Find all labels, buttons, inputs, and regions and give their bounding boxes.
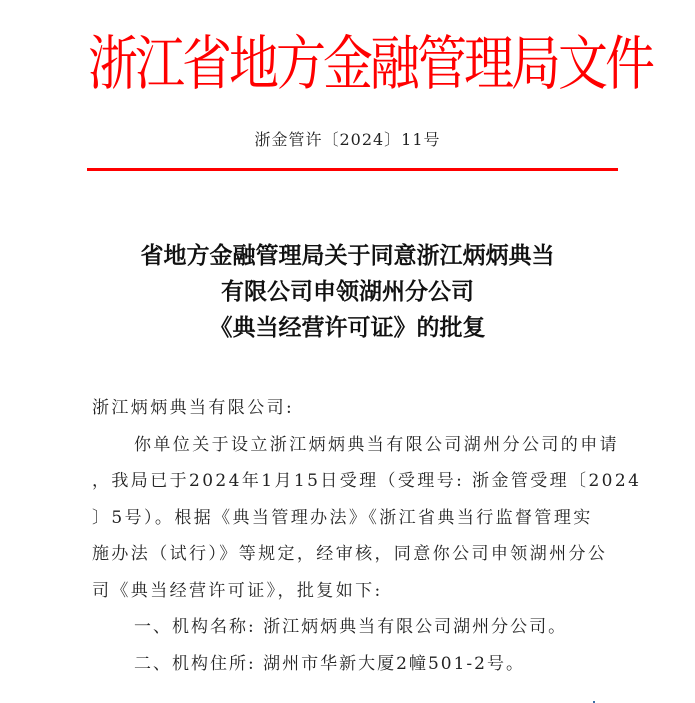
- title-line: 《典当经营许可证》的批复: [209, 314, 486, 341]
- list-item-institution-address: 二、机构住所: 湖州市华新大厦2幢501-2号。: [134, 653, 525, 674]
- paragraph-line: 司《典当经营许可证》，批复如下:: [92, 580, 383, 601]
- title-line: 省地方金融管理局关于同意浙江炳炳典当: [140, 242, 555, 269]
- paragraph-line: 施办法（试行）》等规定，经审核，同意你公司申领湖州分公: [92, 544, 608, 564]
- document-number: 浙金管许〔2024〕11号: [254, 130, 441, 149]
- paragraph-line: ，我局已于2024年1月15日受理（受理号: 浙金管受理〔2024: [92, 471, 642, 491]
- document-title: [0, 238, 695, 346]
- paragraph-line: 〕5号）。根据《典当管理办法》《浙江省典当行监督管理实: [92, 507, 593, 528]
- document-body: [92, 390, 642, 682]
- document-header-title: 浙江省地方金融管理局文件: [88, 29, 652, 99]
- list-item-institution-name: 一、机构名称: 浙江炳炳典当有限公司湖州分公司。: [134, 617, 568, 637]
- salutation: 浙江炳炳典当有限公司:: [92, 398, 295, 418]
- red-divider-line: [87, 168, 618, 171]
- paragraph-line: 你单位关于设立浙江炳炳典当有限公司湖州分公司的申请: [134, 434, 619, 455]
- title-line: 有限公司申领湖州分公司: [221, 278, 474, 305]
